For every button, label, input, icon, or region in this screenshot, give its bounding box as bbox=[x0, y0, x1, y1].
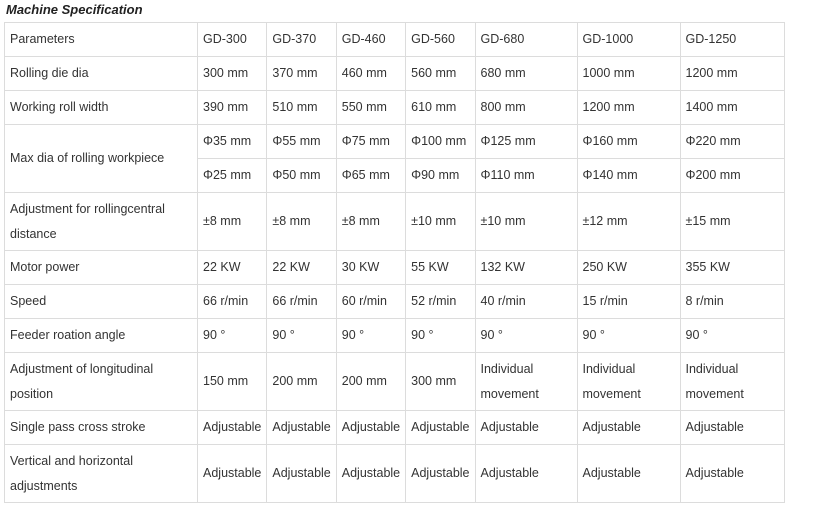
header-cell: GD-370 bbox=[267, 23, 336, 57]
table-cell: Φ50 mm bbox=[267, 159, 336, 193]
table-cell: Adjustable bbox=[336, 445, 405, 503]
table-cell: Individual movement bbox=[475, 353, 577, 411]
table-cell: Adjustable bbox=[267, 445, 336, 503]
table-cell: 370 mm bbox=[267, 57, 336, 91]
table-cell: 90 ° bbox=[475, 319, 577, 353]
table-cell: Φ110 mm bbox=[475, 159, 577, 193]
table-cell: 510 mm bbox=[267, 91, 336, 125]
row-label: Adjustment of longitudinal position bbox=[5, 353, 198, 411]
table-cell: Adjustable bbox=[406, 411, 475, 445]
table-cell: 200 mm bbox=[267, 353, 336, 411]
table-row bbox=[5, 319, 785, 353]
table-cell: Adjustable bbox=[475, 411, 577, 445]
table-cell: Φ90 mm bbox=[406, 159, 475, 193]
table-cell: Φ55 mm bbox=[267, 125, 336, 159]
table-cell: 66 r/min bbox=[267, 285, 336, 319]
row-label: Motor power bbox=[5, 251, 198, 285]
table-cell: Adjustable bbox=[577, 445, 680, 503]
table-cell: 90 ° bbox=[577, 319, 680, 353]
table-cell: 550 mm bbox=[336, 91, 405, 125]
table-cell: 90 ° bbox=[406, 319, 475, 353]
row-label: Adjustment for rollingcentral distance bbox=[5, 193, 198, 251]
header-cell: GD-1000 bbox=[577, 23, 680, 57]
table-cell: Adjustable bbox=[406, 445, 475, 503]
table-cell: 680 mm bbox=[475, 57, 577, 91]
table-cell: ±8 mm bbox=[336, 193, 405, 251]
table-cell: 22 KW bbox=[267, 251, 336, 285]
table-cell: 1200 mm bbox=[680, 57, 784, 91]
table-cell: Adjustable bbox=[680, 445, 784, 503]
table-row bbox=[5, 91, 785, 125]
table-cell: 55 KW bbox=[406, 251, 475, 285]
table-cell: 52 r/min bbox=[406, 285, 475, 319]
table-row bbox=[5, 285, 785, 319]
table-cell: Adjustable bbox=[198, 411, 267, 445]
table-cell: 90 ° bbox=[267, 319, 336, 353]
table-cell: 200 mm bbox=[336, 353, 405, 411]
header-cell: Parameters bbox=[5, 23, 198, 57]
table-cell: Φ200 mm bbox=[680, 159, 784, 193]
table-cell: 60 r/min bbox=[336, 285, 405, 319]
table-cell: Φ75 mm bbox=[336, 125, 405, 159]
table-cell: 90 ° bbox=[198, 319, 267, 353]
table-cell: ±10 mm bbox=[406, 193, 475, 251]
table-cell: 1000 mm bbox=[577, 57, 680, 91]
table-cell: Adjustable bbox=[680, 411, 784, 445]
table-row bbox=[5, 57, 785, 91]
table-row bbox=[5, 411, 785, 445]
table-cell: ±15 mm bbox=[680, 193, 784, 251]
table-cell: 250 KW bbox=[577, 251, 680, 285]
row-label: Rolling die dia bbox=[5, 57, 198, 91]
table-cell: Adjustable bbox=[577, 411, 680, 445]
specification-table bbox=[4, 22, 785, 503]
table-cell: ±12 mm bbox=[577, 193, 680, 251]
table-cell: 560 mm bbox=[406, 57, 475, 91]
table-cell: 132 KW bbox=[475, 251, 577, 285]
table-cell: 300 mm bbox=[406, 353, 475, 411]
table-cell: ±8 mm bbox=[267, 193, 336, 251]
table-cell: ±8 mm bbox=[198, 193, 267, 251]
table-cell: 150 mm bbox=[198, 353, 267, 411]
table-cell: 66 r/min bbox=[198, 285, 267, 319]
table-cell: 355 KW bbox=[680, 251, 784, 285]
table-cell: Adjustable bbox=[336, 411, 405, 445]
table-row bbox=[5, 125, 785, 159]
table-row bbox=[5, 193, 785, 251]
table-cell: 800 mm bbox=[475, 91, 577, 125]
table-cell: 22 KW bbox=[198, 251, 267, 285]
row-label: Feeder roation angle bbox=[5, 319, 198, 353]
table-cell: Φ160 mm bbox=[577, 125, 680, 159]
table-cell: Φ220 mm bbox=[680, 125, 784, 159]
table-row bbox=[5, 445, 785, 503]
table-cell: Adjustable bbox=[198, 445, 267, 503]
table-cell: Φ25 mm bbox=[198, 159, 267, 193]
page-title: Machine Specification bbox=[6, 2, 143, 17]
header-cell: GD-560 bbox=[406, 23, 475, 57]
table-header-row bbox=[5, 23, 785, 57]
row-label: Single pass cross stroke bbox=[5, 411, 198, 445]
table-cell: Φ140 mm bbox=[577, 159, 680, 193]
row-label: Max dia of rolling workpiece bbox=[5, 125, 198, 193]
row-label: Speed bbox=[5, 285, 198, 319]
header-cell: GD-680 bbox=[475, 23, 577, 57]
table-cell: 1200 mm bbox=[577, 91, 680, 125]
table-cell: 460 mm bbox=[336, 57, 405, 91]
table-cell: Φ65 mm bbox=[336, 159, 405, 193]
table-cell: Adjustable bbox=[475, 445, 577, 503]
table-cell: 8 r/min bbox=[680, 285, 784, 319]
row-label: Working roll width bbox=[5, 91, 198, 125]
table-cell: 30 KW bbox=[336, 251, 405, 285]
table-cell: 390 mm bbox=[198, 91, 267, 125]
header-cell: GD-460 bbox=[336, 23, 405, 57]
table-cell: Individual movement bbox=[680, 353, 784, 411]
table-cell: 90 ° bbox=[680, 319, 784, 353]
table-cell: 610 mm bbox=[406, 91, 475, 125]
table-cell: Φ125 mm bbox=[475, 125, 577, 159]
table-row bbox=[5, 251, 785, 285]
table-cell: 300 mm bbox=[198, 57, 267, 91]
row-label: Vertical and horizontal adjustments bbox=[5, 445, 198, 503]
table-cell: 40 r/min bbox=[475, 285, 577, 319]
table-row bbox=[5, 353, 785, 411]
table-cell: Φ35 mm bbox=[198, 125, 267, 159]
table-cell: ±10 mm bbox=[475, 193, 577, 251]
header-cell: GD-300 bbox=[198, 23, 267, 57]
table-cell: Φ100 mm bbox=[406, 125, 475, 159]
table-cell: 90 ° bbox=[336, 319, 405, 353]
table-cell: 1400 mm bbox=[680, 91, 784, 125]
table-cell: Individual movement bbox=[577, 353, 680, 411]
table-cell: Adjustable bbox=[267, 411, 336, 445]
table-cell: 15 r/min bbox=[577, 285, 680, 319]
header-cell: GD-1250 bbox=[680, 23, 784, 57]
